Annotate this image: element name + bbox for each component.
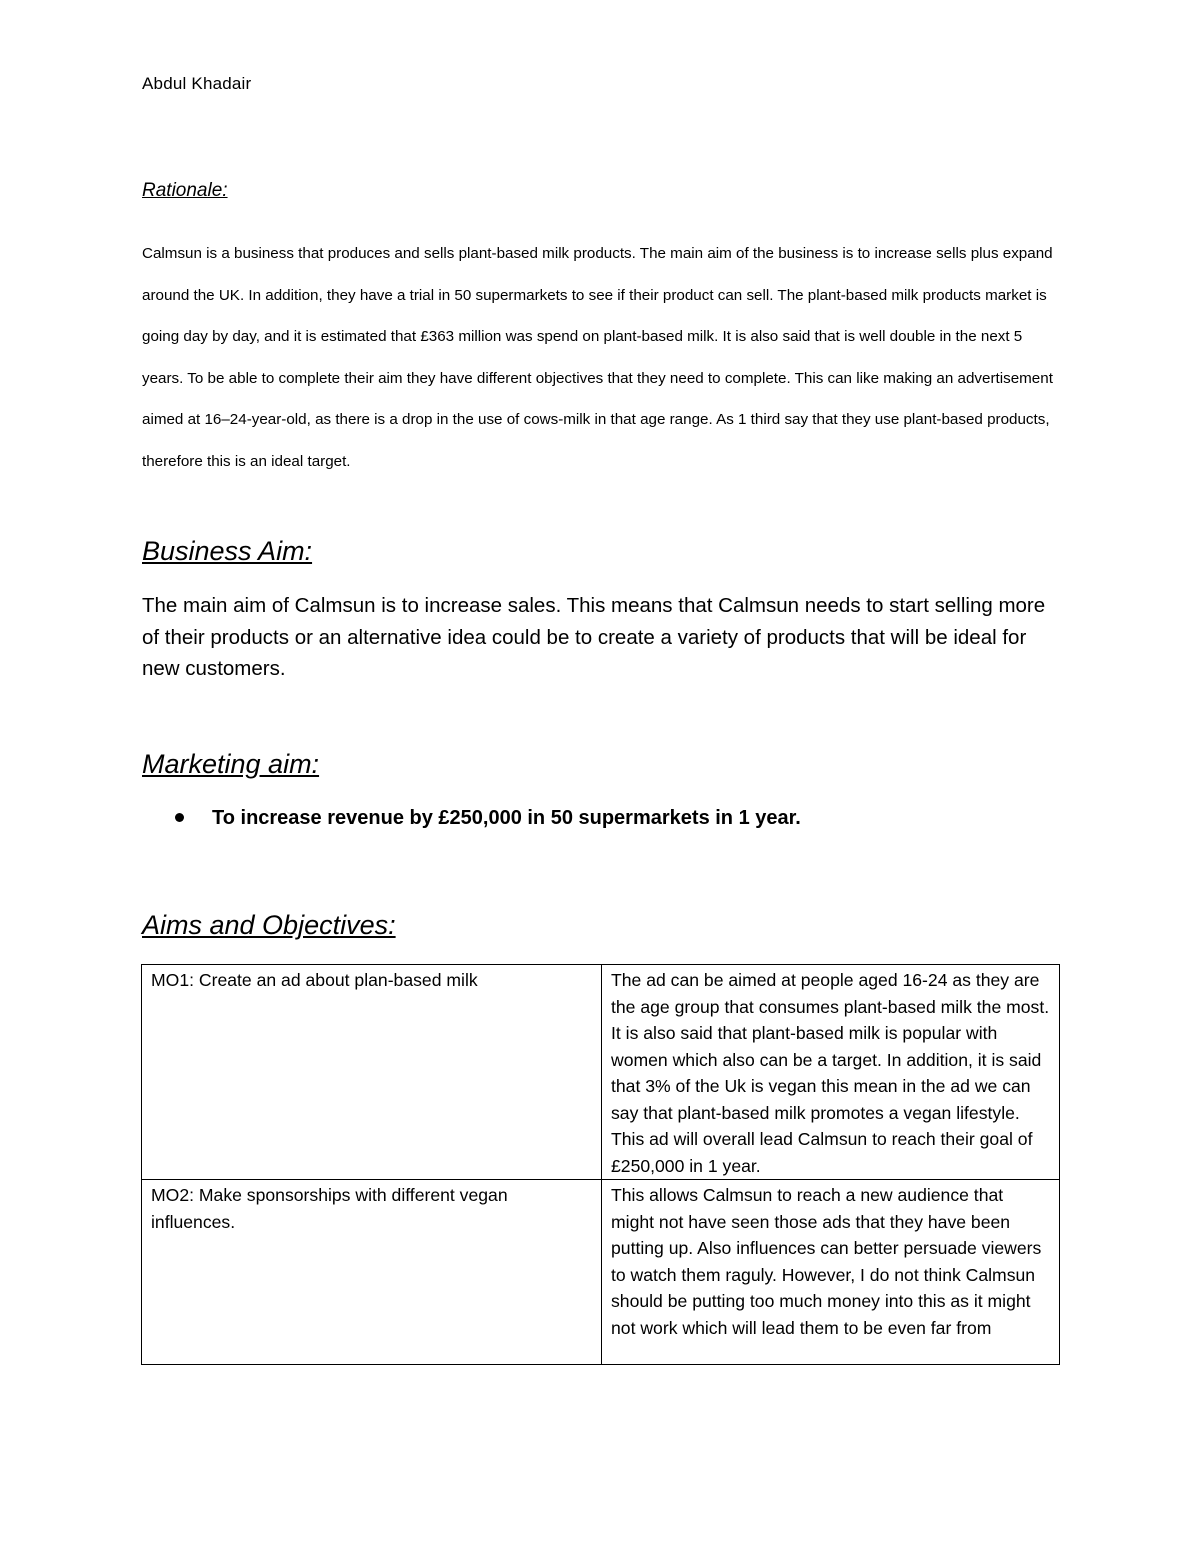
table-row — [142, 1180, 1060, 1365]
rationale-heading: Rationale: — [142, 180, 228, 201]
business-aim-paragraph: The main aim of Calmsun is to increase sales. This means that Calmsun needs to start selling more of their products or an alternative idea could be to create a variety of products that will be ideal for new customers. — [142, 594, 1046, 680]
objectives-table — [141, 964, 1060, 1365]
aims-objectives-heading: Aims and Objectives: — [142, 910, 396, 940]
business-aim-heading: Business Aim: — [142, 536, 313, 566]
objective-cell: MO1: Create an ad about plan-based milk — [142, 965, 602, 1180]
author-name: Abdul Khadair — [142, 74, 252, 93]
objective-detail-cell: The ad can be aimed at people aged 16-24 as they are the age group that consumes plant-based milk the most. It is also said that plant-based milk is popular with women which also can be a target. In addition, it is said that 3% of the Uk is vegan this mean in the ad we can say that plant-based milk promotes a vegan lifestyle. This ad will overall lead Calmsun to reach their goal of £250,000 in 1 year. — [602, 965, 1060, 1180]
marketing-aim-item-text: To increase revenue by £250,000 in 50 supermarkets in 1 year. — [212, 807, 801, 829]
marketing-aim-item — [142, 800, 1057, 836]
objective-detail-cell: This allows Calmsun to reach a new audience that might not have seen those ads that they have been putting up. Also influences can better persuade viewers to watch them raguly. However, I do not think Calmsun should be putting too much money into this as it might not work which will lead them to be even far from — [602, 1180, 1060, 1365]
objective-cell: MO2: Make sponsorships with different vegan influences. — [142, 1180, 602, 1365]
bullet-icon — [175, 813, 184, 822]
marketing-aim-list — [142, 800, 1057, 836]
marketing-aim-heading: Marketing aim: — [142, 749, 320, 779]
rationale-paragraph: Calmsun is a business that produces and sells plant-based milk products. The main aim of the business is to increase sells plus expand around the UK. In addition, they have a trial in 50 supermarkets to see if their product can sell. The plant-based milk products market is going day by day, and it is estimated that £363 million was spend on plant-based milk. It is also said that is well double in the next 5 years. To be able to complete their aim they have different objectives that they need to complete. This can like making an advertisement aimed at 16–24-year-old, as there is a drop in the use of cows-milk in that age range. As 1 third say that they use plant-based products, therefore this is an ideal target. — [142, 245, 1053, 470]
table-row — [142, 965, 1060, 1180]
